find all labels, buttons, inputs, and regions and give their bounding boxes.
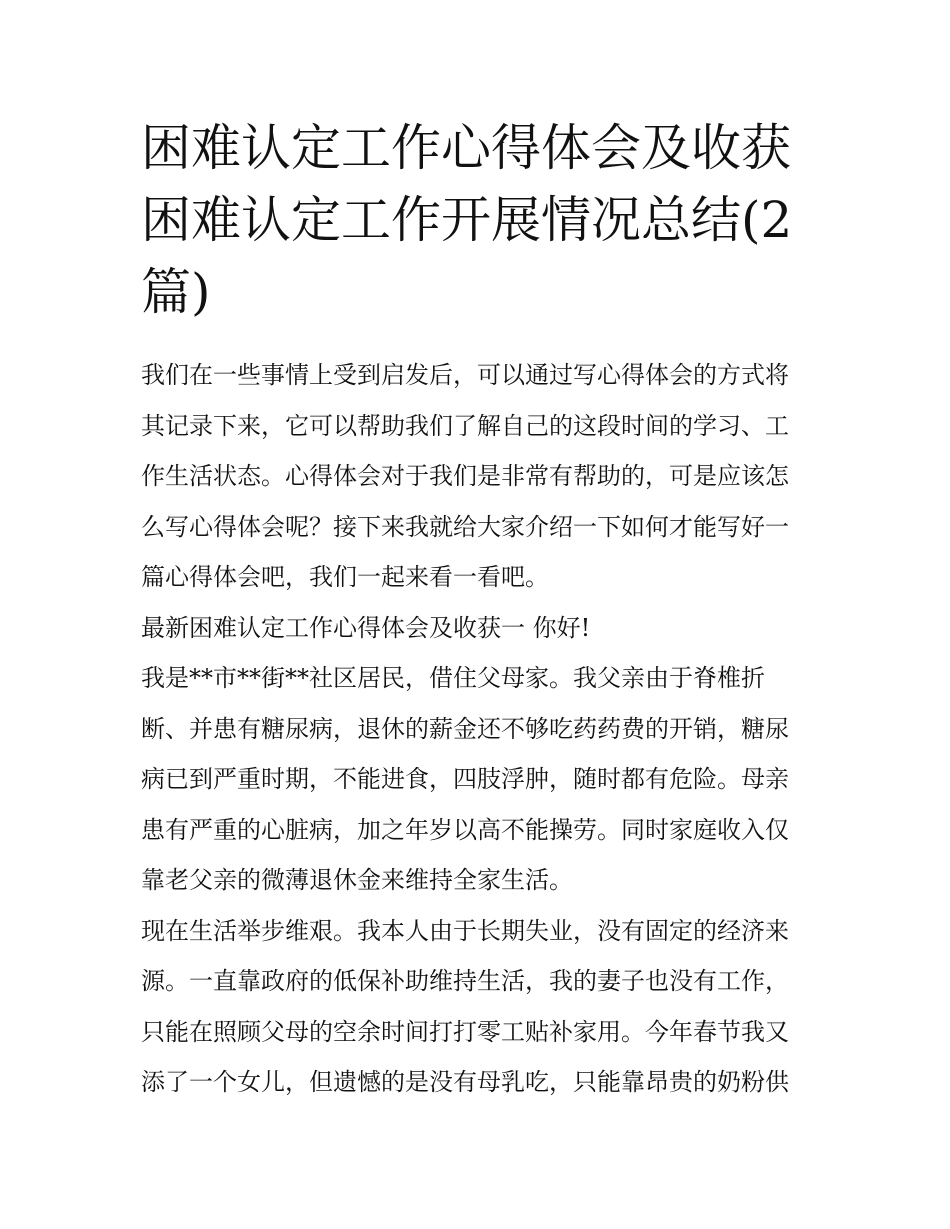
title-line-1: 困难认定工作心得体会及收获 xyxy=(141,119,791,177)
text-line: 只能在照顾父母的空余时间打打零工贴补家用。今年春节我又 xyxy=(141,1017,789,1046)
text-line: 我们在一些事情上受到启发后，可以通过写心得体会的方式将 xyxy=(141,361,789,389)
text-line: 篇心得体会吧，我们一起来看一看吧。 xyxy=(141,563,549,591)
intro-paragraph xyxy=(141,350,816,603)
text-line: 作生活状态。心得体会对于我们是非常有帮助的，可是应该怎 xyxy=(141,462,789,490)
text-line: 源。一直靠政府的低保补助维持生活，我的妻子也没有工作， xyxy=(141,967,789,995)
document-body xyxy=(141,350,816,1108)
text-line: 添了一个女儿，但遗憾的是没有母乳吃，只能靠昂贵的奶粉供 xyxy=(141,1068,789,1096)
body-paragraph-1 xyxy=(141,653,816,906)
text-line: 患有严重的心脏病，加之年岁以高不能操劳。同时家庭收入仅 xyxy=(141,815,789,844)
title-line-3: 篇) xyxy=(141,263,211,321)
document-page xyxy=(141,112,816,1108)
text-line: 靠老父亲的微薄退休金来维持全家生活。 xyxy=(141,866,573,894)
text-line: 我是**市**街**社区居民，借住父母家。我父亲由于脊椎折 xyxy=(141,664,765,692)
section-heading-paragraph xyxy=(141,603,816,654)
document-title xyxy=(141,112,816,328)
text-line: 其记录下来，它可以帮助我们了解自己的这段时间的学习、工 xyxy=(141,411,789,440)
text-line: 么写心得体会呢？接下来我就给大家介绍一下如何才能写好一 xyxy=(141,512,789,541)
title-line-2: 困难认定工作开展情况总结(2 xyxy=(141,191,793,249)
text-line: 现在生活举步维艰。我本人由于长期失业，没有固定的经济来 xyxy=(141,916,789,945)
text-line: 病已到严重时期，不能进食，四肢浮肿，随时都有危险。母亲 xyxy=(141,765,789,793)
body-paragraph-2 xyxy=(141,906,816,1108)
text-line: 最新困难认定工作心得体会及收获一 你好! xyxy=(141,613,591,642)
text-line: 断、并患有糖尿病，退休的薪金还不够吃药药费的开销，糖尿 xyxy=(141,714,789,743)
